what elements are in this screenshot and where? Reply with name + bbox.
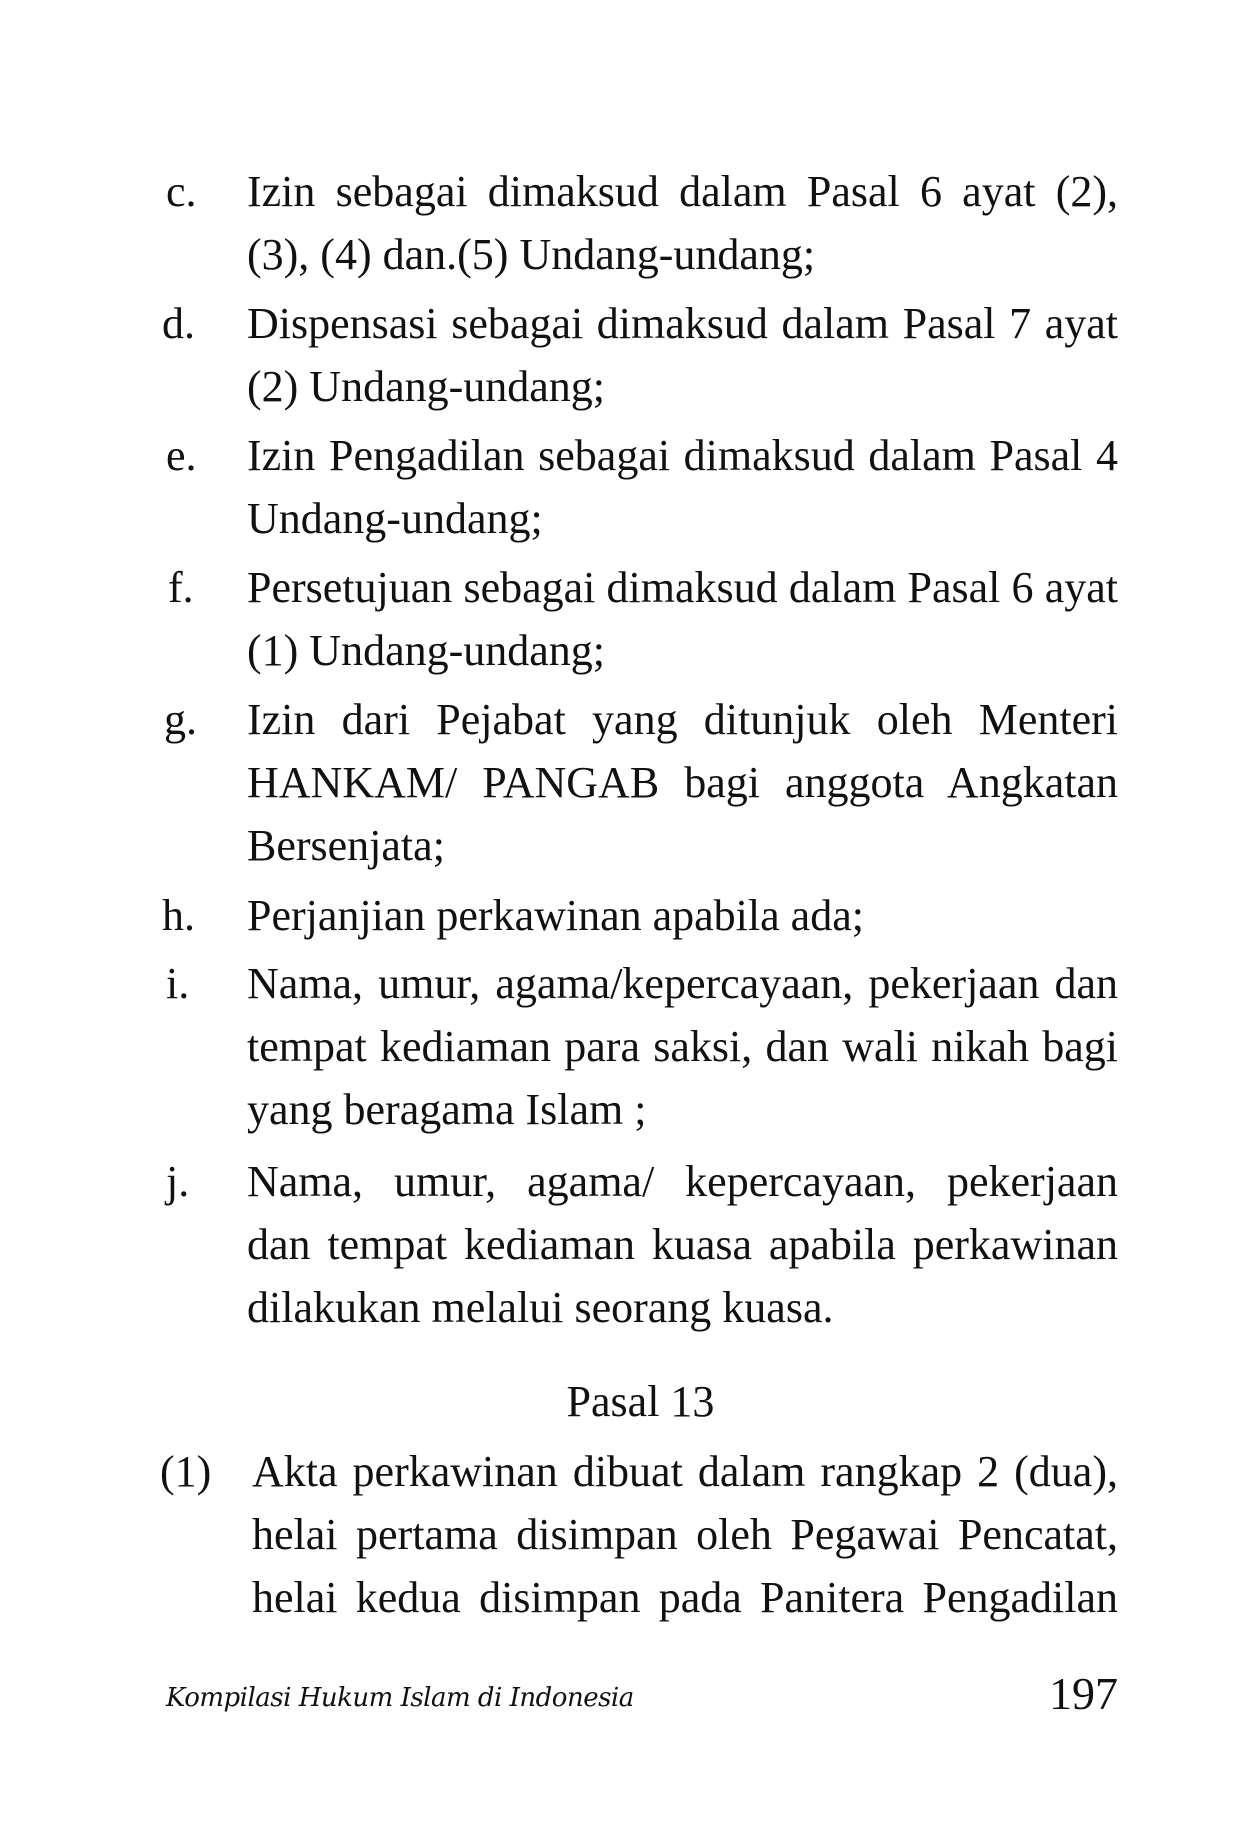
text-line: Izin dari Pejabat yang ditunjuk oleh Menteri <box>247 695 1118 744</box>
section-heading: Pasal 13 <box>566 1377 715 1426</box>
text-line: dan tempat kediaman kuasa apabila perkawinan <box>247 1220 1118 1269</box>
page-number: 197 <box>1049 1668 1118 1719</box>
list-item-text <box>247 952 1118 1141</box>
list-item-text <box>247 1150 1118 1339</box>
text-line: Akta perkawinan dibuat dalam rangkap 2 (dua), <box>252 1447 1118 1496</box>
text-line: Dispensasi sebagai dimaksud dalam Pasal 7 ayat <box>247 299 1118 348</box>
text-line: Bersenjata; <box>247 821 445 870</box>
text-line: (3), (4) dan.(5) Undang-undang; <box>247 230 816 279</box>
list-marker: f. <box>168 563 194 612</box>
text-line: helai kedua disimpan pada Panitera Pengadilan <box>252 1573 1118 1622</box>
text-line: Undang-undang; <box>247 494 543 543</box>
text-line: (2) Undang-undang; <box>247 362 606 411</box>
text-line: Izin sebagai dimaksud dalam Pasal 6 ayat (2), <box>247 167 1118 216</box>
text-line: Izin Pengadilan sebagai dimaksud dalam Pasal 4 <box>247 431 1118 480</box>
list-item-text <box>247 884 1118 947</box>
text-line: Perjanjian perkawinan apabila ada; <box>247 891 864 940</box>
text-line: (1) Undang-undang; <box>247 626 606 675</box>
list-item-text <box>247 292 1118 418</box>
text-line: yang beragama Islam ; <box>247 1085 647 1134</box>
list-marker: h. <box>162 891 195 940</box>
footer-book-title: Kompilasi Hukum Islam di Indonesia <box>166 1683 634 1713</box>
list-item-text <box>247 688 1118 877</box>
text-line: Nama, umur, agama/ kepercayaan, pekerjaan <box>247 1157 1118 1206</box>
text-line: Nama, umur, agama/kepercayaan, pekerjaan dan <box>247 959 1118 1008</box>
list-item-text <box>247 160 1118 286</box>
list-marker: d. <box>162 299 195 348</box>
list-item-text <box>247 556 1118 682</box>
list-marker: c. <box>166 167 197 216</box>
list-marker: e. <box>166 431 197 480</box>
list-item-text <box>247 424 1118 550</box>
text-line: dilakukan melalui seorang kuasa. <box>247 1283 834 1332</box>
paragraph-marker: (1) <box>160 1447 212 1496</box>
text-line: Persetujuan sebagai dimaksud dalam Pasal 6 ayat <box>247 563 1118 612</box>
list-marker: g. <box>164 695 197 744</box>
text-line: tempat kediaman para saksi, dan wali nikah bagi <box>247 1022 1118 1071</box>
paragraph-text <box>252 1440 1118 1629</box>
text-line: helai pertama disimpan oleh Pegawai Pencatat, <box>252 1510 1118 1559</box>
text-line: HANKAM/ PANGAB bagi anggota Angkatan <box>247 758 1118 807</box>
list-marker: j. <box>166 1157 190 1206</box>
list-marker: i. <box>166 959 190 1008</box>
